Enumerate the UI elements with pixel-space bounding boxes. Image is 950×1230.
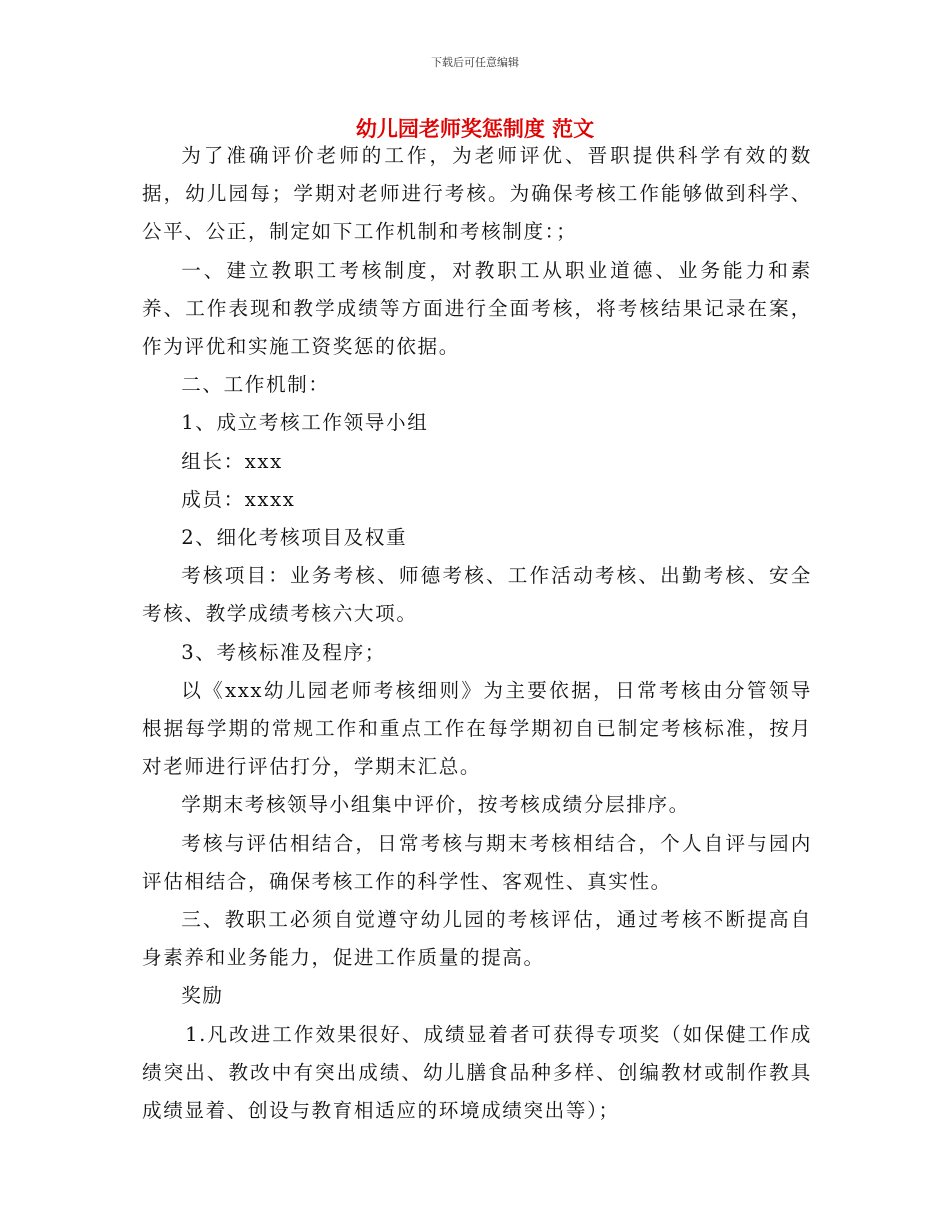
paragraph-item-1: 1、成立考核工作领导小组 — [181, 411, 429, 435]
paragraph-leader: 组长：xxx — [181, 449, 283, 473]
paragraph-assessment-basis: 以《xxx幼儿园老师考核细则》为主要依据，日常考核由分管领导根据每学期的常规工作和重点工作在每学期初自已制定考核标准，按月对老师进行评估打分，学期末汇总。 — [142, 678, 812, 779]
header-note: 下载后可任意编辑 — [431, 56, 519, 69]
paragraph-item-3: 3、考核标准及程序； — [181, 640, 386, 664]
paragraph-assessment-items: 考核项目：业务考核、师德考核、工作活动考核、出勤考核、安全考核、教学成绩考核六大项。 — [142, 564, 812, 626]
paragraph-members: 成员：xxxx — [181, 487, 296, 511]
paragraph-section-2-heading: 二、工作机制： — [181, 373, 330, 397]
document-body — [142, 137, 812, 1130]
paragraph-combined-assessment: 考核与评估相结合，日常考核与期末考核相结合，个人自评与园内评估相结合，确保考核工作的科学性、客观性、真实性。 — [142, 831, 812, 893]
paragraph-term-evaluation: 学期末考核领导小组集中评价，按考核成绩分层排序。 — [181, 793, 690, 817]
document-title: 幼儿园老师奖惩制度 范文 — [355, 117, 595, 141]
paragraph-section-3: 三、教职工必须自觉遵守幼儿园的考核评估，通过考核不断提高自身素养和业务能力，促进工作质量的提高。 — [142, 908, 812, 970]
paragraph-item-2: 2、细化考核项目及权重 — [181, 526, 408, 550]
paragraph-rewards-heading: 奖励 — [181, 984, 224, 1008]
paragraph-reward-1: 1.凡改进工作效果很好、成绩显着者可获得专项奖（如保健工作成绩突出、教改中有突出成绩、幼儿膳食品种多样、创编教材或制作教具成绩显着、创设与教育相适应的环境成绩突出等）； — [142, 1022, 812, 1123]
paragraph-intro: 为了准确评价老师的工作，为老师评优、晋职提供科学有效的数据，幼儿园每；学期对老师进行考核。为确保考核工作能够做到科学、公平、公正，制定如下工作机制和考核制度：； — [142, 144, 812, 244]
paragraph-section-1: 一、建立教职工考核制度，对教职工从职业道德、业务能力和素养、工作表现和教学成绩等方面进行全面考核，将考核结果记录在案，作为评优和实施工资奖惩的依据。 — [142, 258, 812, 359]
